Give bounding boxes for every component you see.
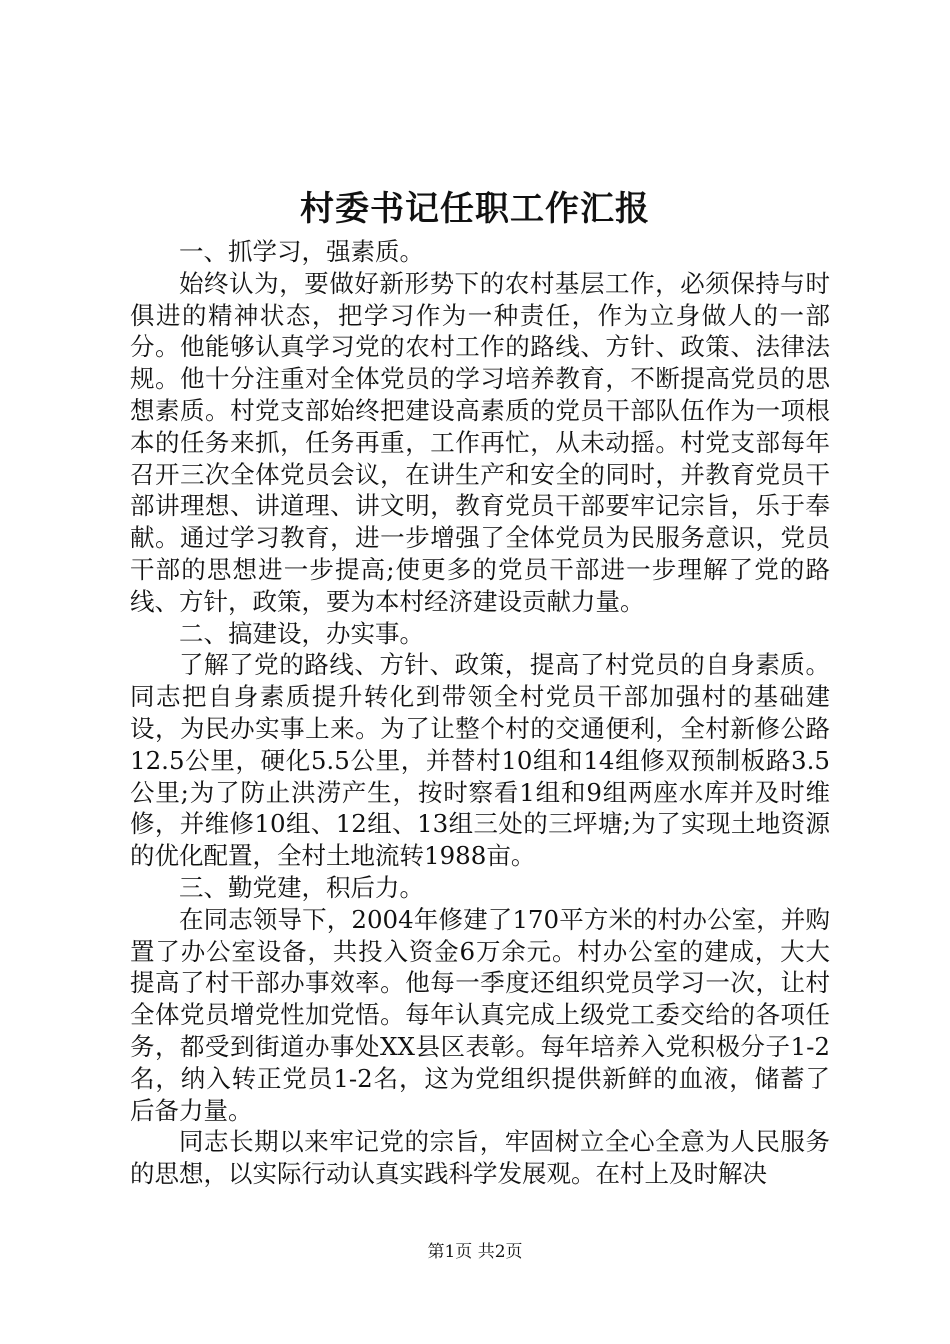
document-body — [130, 236, 830, 1190]
section-heading-3: 三、勤党建，积后力。 — [179, 872, 424, 902]
section-heading-2: 二、搞建设，办实事。 — [179, 618, 424, 648]
page-footer: 第1页 共2页 — [427, 1242, 523, 1262]
paragraph-study: 始终认为，要做好新形势下的农村基层工作，必须保持与时俱进的精神状态，把学习作为一种责任，作为立身做人的一部分。他能够认真学习党的农村工作的路线、方针、政策、法律法规。他十分注重对全体党员的学习培养教育，不断提高党员的思想素质。村党支部始终把建设高素质的党员干部队伍作为一项根本的任务来抓，任务再重，工作再忙，从未动摇。村党支部每年召开三次全体党员会议，在讲生产和安全的同时，并教育党员干部讲理想、讲道理、讲文明，教育党员干部要牢记宗旨，乐于奉献。通过学习教育，进一步增强了全体党员为民服务意识，党员干部的思想进一步提高;使更多的党员干部进一步理解了党的路线、方针，政策，要为本村经济建设贡献力量。 — [130, 268, 830, 616]
paragraph-party-building: 在同志领导下，2004年修建了170平方米的村办公室，并购置了办公室设备，共投入资金6万余元。村办公室的建成，大大提高了村干部办事效率。他每一季度还组织党员学习一次，让村全体党员增党性加党悟。每年认真完成上级党工委交给的各项任务，都受到街道办事处XX县区表彰。每年培养入党积极分子1-2名，纳入转正党员1-2名，这为党组织提供新鲜的血液，储蓄了后备力量。 — [130, 904, 830, 1125]
paragraph-continued: 同志长期以来牢记党的宗旨，牢固树立全心全意为人民服务的思想，以实际行动认真实践科学发展观。在村上及时解决 — [130, 1127, 830, 1189]
paragraph-construction: 了解了党的路线、方针、政策，提高了村党员的自身素质。同志把自身素质提升转化到带领全村党员干部加强村的基础建设，为民办实事上来。为了让整个村的交通便利，全村新修公路12.5公里，硬化5.5公里，并替村10组和14组修双预制板路3.5公里;为了防止洪涝产生，按时察看1组和9组两座水库并及时维修，并维修10组、12组、13组三处的三坪塘;为了实现土地资源的优化配置，全村土地流转1988亩。 — [130, 650, 830, 871]
section-heading-1: 一、抓学习，强素质。 — [179, 237, 424, 266]
document-title: 村委书记任职工作汇报 — [300, 189, 650, 229]
